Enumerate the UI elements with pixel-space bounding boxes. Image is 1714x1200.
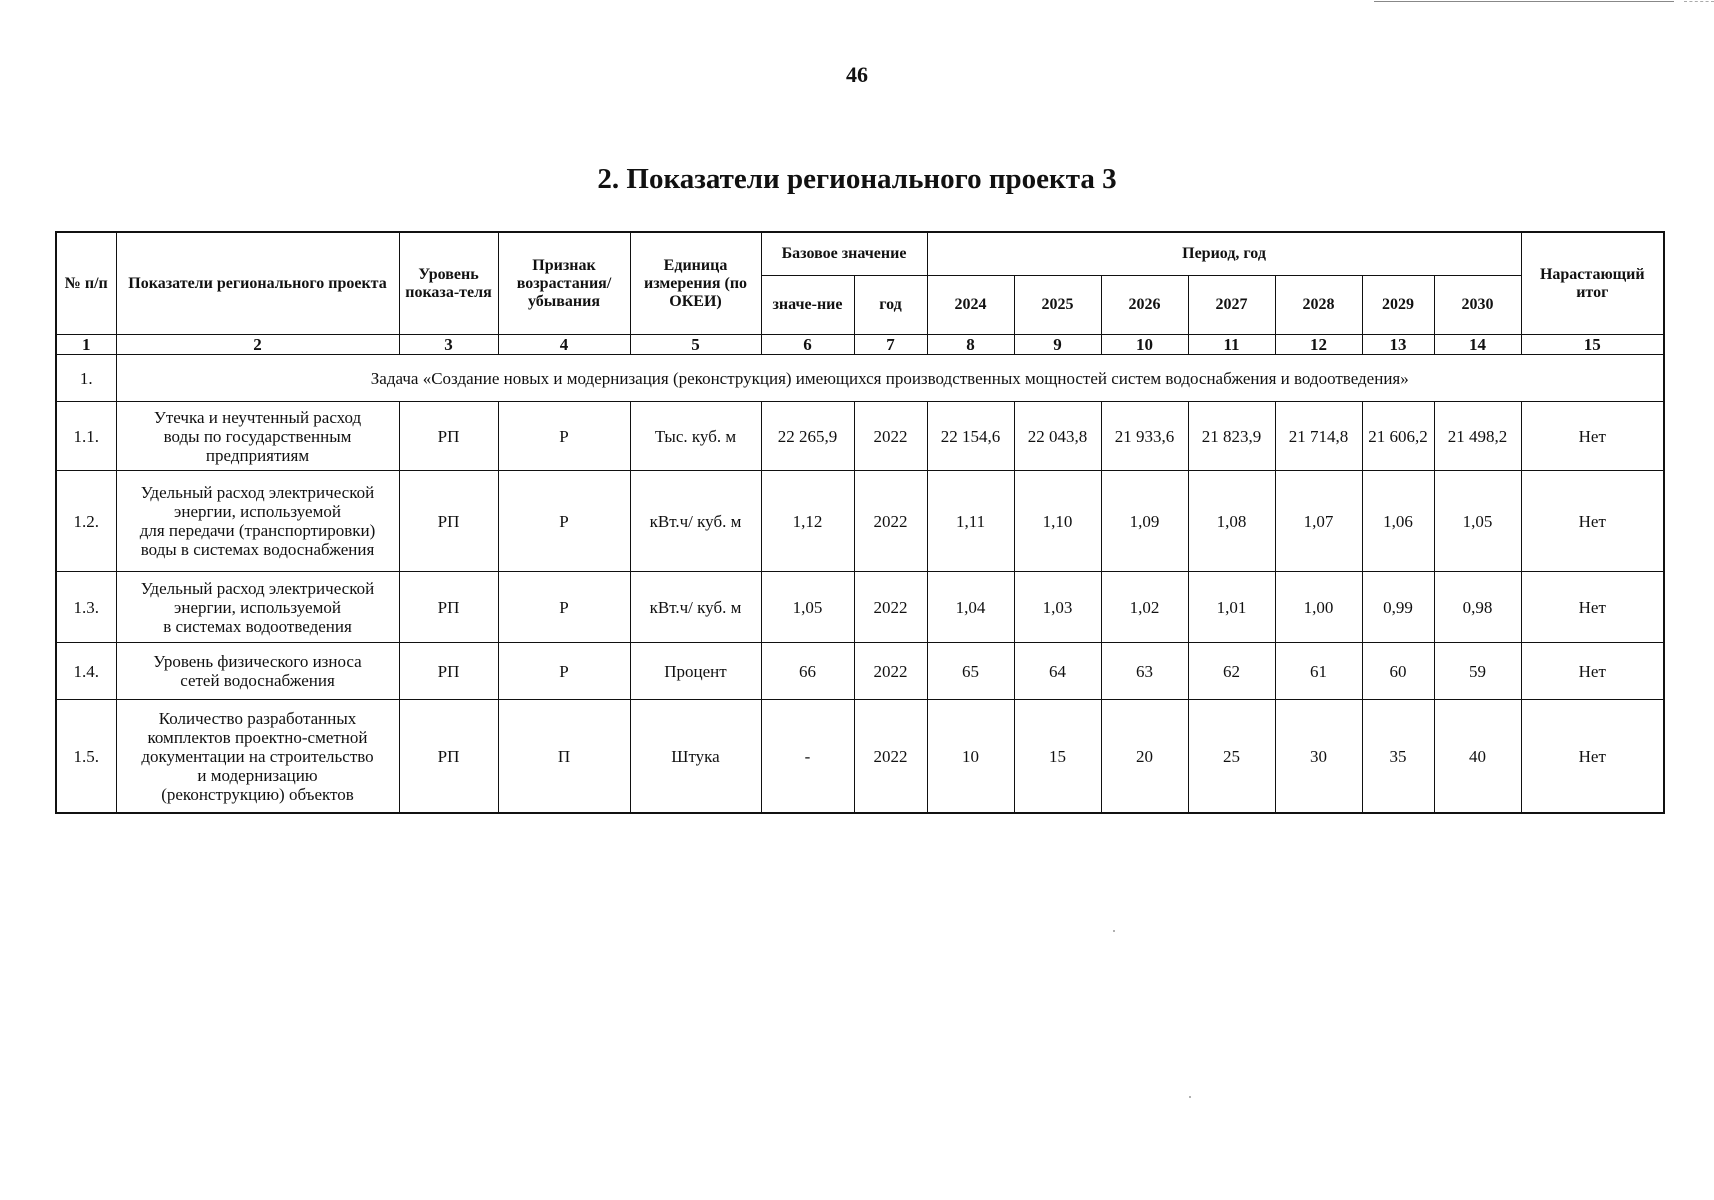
header-base-value: значе-ние bbox=[761, 276, 854, 335]
indicator-sign: Р bbox=[498, 643, 630, 700]
column-number: 6 bbox=[761, 335, 854, 355]
indicator-name bbox=[116, 572, 399, 643]
value-2026: 63 bbox=[1101, 643, 1188, 700]
indicator-name-line: (реконструкцию) объектов bbox=[161, 784, 354, 804]
indicator-name bbox=[116, 402, 399, 471]
value-2024: 10 bbox=[927, 700, 1014, 814]
header-base-year: год bbox=[854, 276, 927, 335]
column-number: 10 bbox=[1101, 335, 1188, 355]
table-row bbox=[56, 402, 1664, 471]
column-number: 13 bbox=[1362, 335, 1434, 355]
value-2025: 1,10 bbox=[1014, 471, 1101, 572]
indicator-unit: кВт.ч/ куб. м bbox=[630, 572, 761, 643]
indicator-sign: Р bbox=[498, 572, 630, 643]
indicator-level: РП bbox=[399, 402, 498, 471]
task-text: Задача «Создание новых и модернизация (реконструкция) имеющихся производственных мощностей систем водоснабжения и водоотведения» bbox=[116, 355, 1664, 402]
indicator-sign: Р bbox=[498, 471, 630, 572]
indicator-unit: Процент bbox=[630, 643, 761, 700]
column-number-row bbox=[56, 335, 1664, 355]
task-row bbox=[56, 355, 1664, 402]
value-2026: 21 933,6 bbox=[1101, 402, 1188, 471]
base-year: 2022 bbox=[854, 572, 927, 643]
scan-speck bbox=[1113, 930, 1115, 932]
cumulative-value: Нет bbox=[1521, 402, 1664, 471]
value-2025: 64 bbox=[1014, 643, 1101, 700]
header-year-2024: 2024 bbox=[927, 276, 1014, 335]
column-number: 15 bbox=[1521, 335, 1664, 355]
indicator-name-line: Уровень физического износа bbox=[153, 652, 362, 671]
cumulative-value: Нет bbox=[1521, 572, 1664, 643]
indicator-unit: кВт.ч/ куб. м bbox=[630, 471, 761, 572]
indicator-name bbox=[116, 643, 399, 700]
indicator-name bbox=[116, 700, 399, 814]
column-number: 5 bbox=[630, 335, 761, 355]
indicator-level: РП bbox=[399, 643, 498, 700]
indicator-name bbox=[116, 471, 399, 572]
indicator-name-line: сетей водоснабжения bbox=[180, 671, 335, 690]
value-2024: 65 bbox=[927, 643, 1014, 700]
indicator-level: РП bbox=[399, 700, 498, 814]
row-number: 1.3. bbox=[56, 572, 116, 643]
value-2028: 1,07 bbox=[1275, 471, 1362, 572]
table-row bbox=[56, 572, 1664, 643]
column-number: 12 bbox=[1275, 335, 1362, 355]
indicator-name-line: в системах водоотведения bbox=[163, 616, 352, 636]
value-2026: 1,02 bbox=[1101, 572, 1188, 643]
value-2026: 1,09 bbox=[1101, 471, 1188, 572]
indicator-name-line: комплектов проектно-сметной bbox=[147, 727, 368, 747]
header-cumulative: Нарастающий итог bbox=[1521, 232, 1664, 335]
base-year: 2022 bbox=[854, 402, 927, 471]
value-2025: 15 bbox=[1014, 700, 1101, 814]
column-number: 8 bbox=[927, 335, 1014, 355]
value-2027: 1,01 bbox=[1188, 572, 1275, 643]
header-indicator: Показатели регионального проекта bbox=[116, 232, 399, 335]
base-year: 2022 bbox=[854, 471, 927, 572]
column-number: 1 bbox=[56, 335, 116, 355]
base-value: 66 bbox=[761, 643, 854, 700]
cumulative-value: Нет bbox=[1521, 643, 1664, 700]
base-year: 2022 bbox=[854, 643, 927, 700]
indicator-level: РП bbox=[399, 572, 498, 643]
indicator-name-line: Количество разработанных bbox=[158, 708, 357, 728]
row-number: 1.2. bbox=[56, 471, 116, 572]
table-row bbox=[56, 700, 1664, 814]
base-value: 1,05 bbox=[761, 572, 854, 643]
value-2030: 21 498,2 bbox=[1434, 402, 1521, 471]
indicator-sign: Р bbox=[498, 402, 630, 471]
indicator-name-line: энергии, используемой bbox=[174, 502, 341, 521]
value-2024: 1,04 bbox=[927, 572, 1014, 643]
row-number: 1.1. bbox=[56, 402, 116, 471]
column-number: 7 bbox=[854, 335, 927, 355]
header-base: Базовое значение bbox=[761, 232, 927, 276]
row-number: 1.5. bbox=[56, 700, 116, 814]
value-2027: 25 bbox=[1188, 700, 1275, 814]
indicator-name-line: Утечка и неучтенный расход bbox=[153, 407, 362, 427]
header-level: Уровень показа-теля bbox=[399, 232, 498, 335]
value-2028: 61 bbox=[1275, 643, 1362, 700]
value-2027: 21 823,9 bbox=[1188, 402, 1275, 471]
indicators-table bbox=[55, 231, 1665, 814]
indicator-name-line: воды в системах водоснабжения bbox=[140, 540, 375, 559]
header-year-2026: 2026 bbox=[1101, 276, 1188, 335]
value-2029: 1,06 bbox=[1362, 471, 1434, 572]
table-row bbox=[56, 643, 1664, 700]
value-2030: 0,98 bbox=[1434, 572, 1521, 643]
base-year: 2022 bbox=[854, 700, 927, 814]
value-2024: 22 154,6 bbox=[927, 402, 1014, 471]
value-2025: 1,03 bbox=[1014, 572, 1101, 643]
cumulative-value: Нет bbox=[1521, 700, 1664, 814]
column-number: 2 bbox=[116, 335, 399, 355]
indicator-name-line: воды по государственным bbox=[163, 426, 352, 446]
indicator-level: РП bbox=[399, 471, 498, 572]
indicator-name-line: для передачи (транспортировки) bbox=[139, 521, 376, 540]
column-number: 14 bbox=[1434, 335, 1521, 355]
value-2029: 0,99 bbox=[1362, 572, 1434, 643]
header-year-2025: 2025 bbox=[1014, 276, 1101, 335]
value-2027: 1,08 bbox=[1188, 471, 1275, 572]
value-2030: 59 bbox=[1434, 643, 1521, 700]
indicator-name-line: предприятиям bbox=[205, 445, 310, 465]
column-number: 11 bbox=[1188, 335, 1275, 355]
value-2029: 35 bbox=[1362, 700, 1434, 814]
column-number: 4 bbox=[498, 335, 630, 355]
header-year-2027: 2027 bbox=[1188, 276, 1275, 335]
value-2026: 20 bbox=[1101, 700, 1188, 814]
page-number: 46 bbox=[846, 62, 868, 87]
row-number: 1.4. bbox=[56, 643, 116, 700]
scan-speck bbox=[1189, 1096, 1191, 1098]
value-2030: 40 bbox=[1434, 700, 1521, 814]
indicator-name-line: документации на строительство bbox=[141, 746, 374, 766]
base-value: - bbox=[761, 700, 854, 814]
indicator-name-line: и модернизацию bbox=[197, 765, 318, 785]
indicator-unit: Штука bbox=[630, 700, 761, 814]
value-2028: 1,00 bbox=[1275, 572, 1362, 643]
column-number: 3 bbox=[399, 335, 498, 355]
value-2027: 62 bbox=[1188, 643, 1275, 700]
value-2028: 21 714,8 bbox=[1275, 402, 1362, 471]
header-row-1 bbox=[56, 232, 1664, 276]
document-title: 2. Показатели регионального проекта 3 bbox=[597, 163, 1117, 195]
indicator-name-line: Удельный расход электрической bbox=[140, 578, 375, 598]
indicator-name-line: Удельный расход электрической bbox=[140, 483, 375, 502]
header-no: № п/п bbox=[56, 232, 116, 335]
header-year-2028: 2028 bbox=[1275, 276, 1362, 335]
table-row bbox=[56, 471, 1664, 572]
value-2025: 22 043,8 bbox=[1014, 402, 1101, 471]
header-year-2029: 2029 bbox=[1362, 276, 1434, 335]
header-unit: Единица измерения (по ОКЕИ) bbox=[630, 232, 761, 335]
task-number: 1. bbox=[56, 355, 116, 402]
column-number: 9 bbox=[1014, 335, 1101, 355]
indicator-sign: П bbox=[498, 700, 630, 814]
base-value: 1,12 bbox=[761, 471, 854, 572]
header-sign: Признак возрастания/ убывания bbox=[498, 232, 630, 335]
value-2030: 1,05 bbox=[1434, 471, 1521, 572]
header-year-2030: 2030 bbox=[1434, 276, 1521, 335]
top-edge-line bbox=[1374, 1, 1674, 2]
header-period: Период, год bbox=[927, 232, 1521, 276]
top-edge-dash bbox=[1684, 1, 1714, 2]
value-2024: 1,11 bbox=[927, 471, 1014, 572]
indicator-name-line: энергии, используемой bbox=[174, 597, 341, 617]
value-2028: 30 bbox=[1275, 700, 1362, 814]
cumulative-value: Нет bbox=[1521, 471, 1664, 572]
base-value: 22 265,9 bbox=[761, 402, 854, 471]
value-2029: 60 bbox=[1362, 643, 1434, 700]
value-2029: 21 606,2 bbox=[1362, 402, 1434, 471]
indicator-unit: Тыс. куб. м bbox=[630, 402, 761, 471]
